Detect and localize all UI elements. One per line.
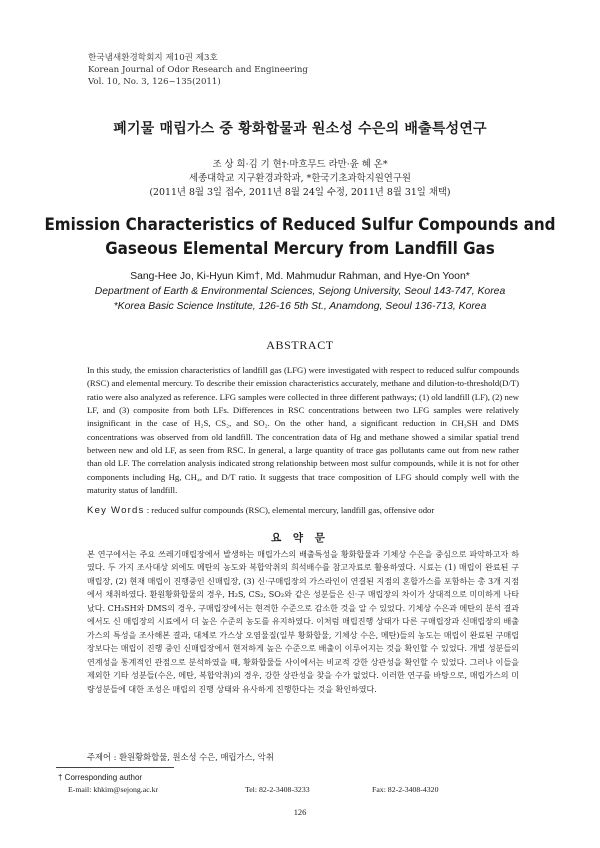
journal-name-english: Korean Journal of Odor Research and Engineering	[88, 65, 308, 75]
corresponding-author-note: † Corresponding author	[58, 773, 143, 782]
journal-header	[88, 52, 308, 88]
korean-affiliation: 세종대학교 지구환경과학과, *한국기초과학지원연구원	[189, 173, 411, 184]
keywords-line	[87, 505, 527, 516]
english-title-line1: Emission Characteristics of Reduced Sulfur Compounds and	[44, 215, 556, 234]
english-affiliation-2: *Korea Basic Science Institute, 126-16 5th St., Anamdong, Seoul 136-713, Korea	[113, 301, 487, 312]
english-affiliation-1: Department of Earth & Environmental Sciences, Sejong University, Seoul 143-747, Korea	[94, 286, 506, 297]
journal-name-korean: 한국냄새환경학회지 제10권 제3호	[88, 53, 218, 63]
korean-abstract-text: 본 연구에서는 주요 쓰레기매립장에서 발생하는 매립가스의 배출특성을 황화합물과 기체상 수은을 중심으로 파악하고자 하였다. 두 가지 조사대상 외에도 메탄의 농도와 복합악취의 희석배수를 참고자료로 활용하였다. 시료는 (1) 매립이 완료된 구매립장, (2) 현재 매립이 진행중인 신매립장, (3) 신·구매립장의 가스라인이 연결된 지점의 혼합가스를 포함하는 총 3개 지점에서 채취하였다. 환원황화합물의 경우, H₂S, CS₂, SO₂와 같은 성분들은 신·구 매립장의 차이가 상대적으로 미미하게 나타났다. CH₃SH와 DMS의 경우, 구매립장에서는 현격한 수준으로 감소한 것을 알 수 있었다. 기체상 수은과 메탄의 분석 결과에서도 신 매립장의 시료에서 더 높은 수준의 농도를 유지하였다. 이처럼 매립진행 상태가 다른 구매립장과 신매립장의 배출가스의 특성을 조사해본 결과, 대체로 가스상 오염물질(일부 황화합물, 기체상 수은, 메탄)들의 농도는 매립이 완료된 구매립장보다는 매립이 진행 중인 신매립장에서 현저하게 높은 수준으로 배출이 이루어지는 것을 확인할 수 있었다. 개별 성분들의 연계성을 통계적인 관점으로 분석하였을 때, 황화합물들 사이에서는 비교적 강한 상관성을 확인할 수 있었다. 그러나 이들을 제외한 기타 성분들(수은, 메탄, 복합악취)의 경우, 강한 상관성을 찾을 수가 없었다. 이러한 연구를 바탕으로, 매립가스의 미량성분들에 대한 조성은 매립의 진행 상태와 유사하게 진행한다는 것을 확인하였다.	[87, 550, 519, 694]
contact-email: E-mail: khkim@sejong.ac.kr	[68, 785, 159, 794]
korean-title: 폐기물 매립가스 중 황화합물과 원소성 수은의 배출특성연구	[113, 121, 487, 137]
english-authors: Sang-Hee Jo, Ki-Hyun Kim†, Md. Mahmudur Rahman, and Hye-On Yoon*	[130, 271, 470, 282]
keywords-label: Key Words	[87, 505, 145, 516]
page-number: 126	[293, 808, 307, 817]
abstract-heading: ABSTRACT	[266, 338, 334, 352]
korean-dates: (2011년 8월 3일 접수, 2011년 8월 24일 수정, 2011년 8월 31일 채택)	[149, 187, 451, 198]
contact-tel: Tel: 82-2-3408-3233	[245, 785, 310, 794]
korean-authors: 조 상 희·김 기 현†·마흐무드 라만·윤 혜 온*	[212, 159, 388, 170]
korean-author-block	[0, 158, 600, 200]
keywords-text: : reduced sulfur compounds (RSC), elemental mercury, landfill gas, offensive odor	[146, 505, 435, 515]
english-author-block	[0, 269, 600, 314]
korean-keywords: 주제어 : 환원황화합물, 원소성 수은, 매립가스, 악취	[87, 752, 274, 762]
journal-volume: Vol. 10, No. 3, 126~135(2011)	[88, 77, 221, 87]
korean-abstract-heading: 요 약 문	[271, 532, 329, 544]
contact-fax: Fax: 82-2-3408-4320	[372, 785, 439, 794]
english-title-line2: Gaseous Elemental Mercury from Landfill Gas	[105, 239, 495, 258]
english-title	[24, 213, 576, 261]
footnote-divider	[56, 767, 174, 768]
abstract-text: In this study, the emission characteristics of landfill gas (LFG) were investigated with respect to reduced sulfur compounds (RSC) and elemental mercury. To describe their emission characteristics accurately, methane and dilution-to-threshold(D/T) ratio were also analyzed as reference. LFG samples were collected in three different pathways; (1) old landfill (LF), (2) new LF, and (3) composite from both LFs. Differences in RSC concentrations between two LFG samples were relatively insignificant in the case of H₂S, CS₂, and SO₂. On the other hand, a significant reduction in CH₃SH and DMS concentrations was observed from old landfill. The concentration data of Hg and methane showed a similar spatial trend between new and old LF, as seen from RSC. In general, a large quantity of trace gas pollutants came out from new rather than old LF. The correlation analysis indicated strong relationship between most sulfur compounds, while it is not for other components including Hg, CH₄, and D/T ratio. It suggests that trace composition of LFG should comply well with the maturity status of landfill.	[87, 365, 519, 496]
